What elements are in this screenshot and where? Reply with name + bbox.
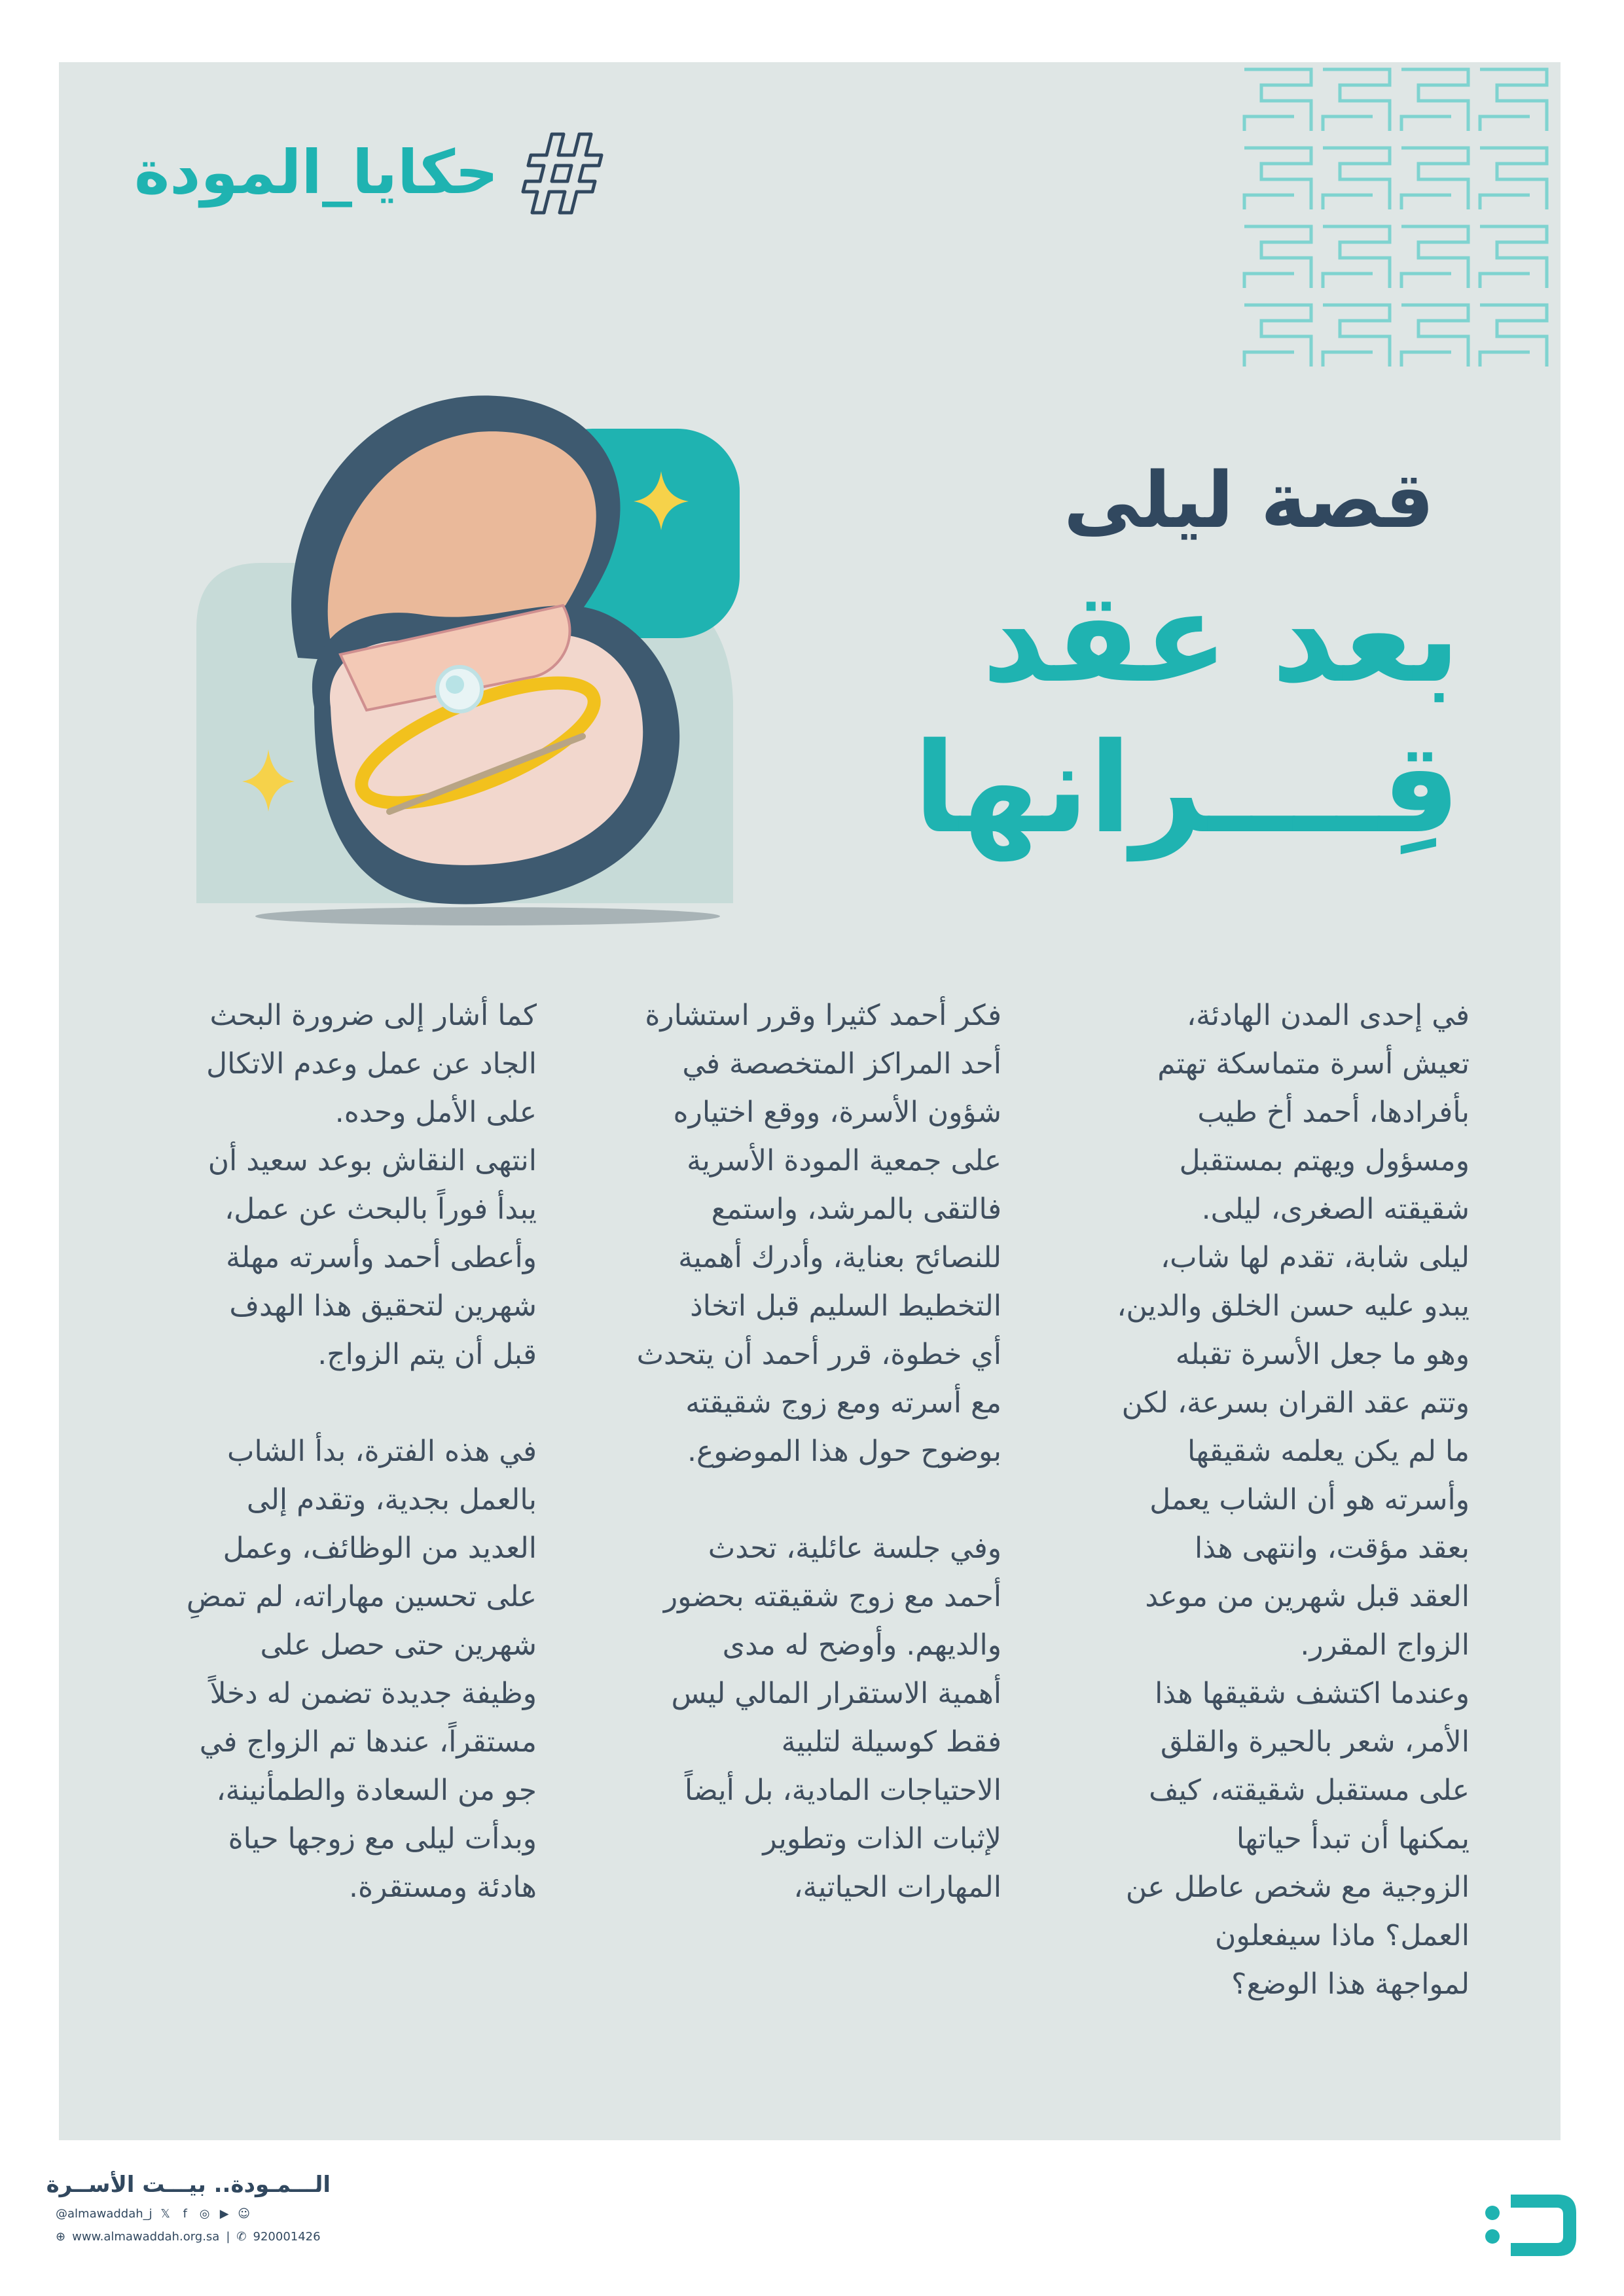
story-column-1 <box>1070 992 1470 2009</box>
handle-text: @almawaddah_j <box>56 2207 153 2221</box>
story-title-line2: قِــــرانها <box>913 716 1460 861</box>
story-column-3 <box>137 992 537 1912</box>
instagram-icon[interactable]: ◎ <box>199 2206 210 2221</box>
story-column-2 <box>602 992 1001 1912</box>
hashtag-text: حكايا_المودة <box>134 137 499 207</box>
paragraph: فكر أحمد كثيرا وقرر استشارة أحد المراكز المتخصصة في شؤون الأسرة، ووقع اختياره على جمعية المودة الأسرية فالتقى بالمرشد، واستمع للنصائح بعناية، وأدرك أهمية التخطيط السليم قبل اتخاذ أي خطوة، قرر أحمد أن يتحدث مع أسرته ومع زوج شقيقته بوضوح حول هذا الموضوع. <box>636 999 1001 1468</box>
divider: | <box>226 2230 230 2244</box>
paragraph: وفي جلسة عائلية، تحدث أحمد مع زوج شقيقته بحضور والديهم. وأوضح له مدى أهمية الاستقرار المالي ليس فقط كوسيلة لتلبية الاحتياجات المادية، بل أيضاً لإثبات الذات وتطوير المهارات الحياتية، <box>663 1532 1001 1904</box>
x-icon[interactable]: 𝕏 <box>160 2206 170 2221</box>
paragraph: ليلى شابة، تقدم لها شاب، يبدو عليه حسن الخلق والدين، وهو ما جعل الأسرة تقبله وتتم عقد القران بسرعة، لكن ما لم يكن يعلمه شقيقها وأسرته هو أن الشاب يعمل بعقد مؤقت، وانتهى هذا العقد قبل شهرين من موعد الزواج المقرر. <box>1117 1241 1470 1662</box>
almawaddah-logo <box>1473 2183 1584 2268</box>
brand-name: الـــمـودة.. بيـــت الأســرة <box>46 2172 331 2198</box>
phone-icon: ✆ <box>236 2230 247 2244</box>
hash-icon <box>518 126 609 218</box>
hashtag-banner <box>134 123 605 221</box>
footer-brand <box>46 2172 331 2244</box>
facebook-icon[interactable]: f <box>183 2206 187 2221</box>
paragraph-spacer <box>602 1476 1001 1524</box>
paragraph: وعندما اكتشف شقيقها هذا الأمر، شعر بالحيرة والقلق على مستقبل شقيقته، كيف يمكنها أن تبدأ حياتها الزوجية مع شخص عاطل عن العمل؟ ماذا سيفعلون لمواجهة هذا الوضع؟ <box>1125 1677 1470 2001</box>
paragraph: كما أشار إلى ضرورة البحث الجاد عن عمل وعدم الاتكال على الأمل وحده. <box>206 999 537 1129</box>
youtube-icon[interactable]: ▶ <box>219 2206 229 2221</box>
snapchat-icon[interactable]: ☺ <box>238 2206 251 2221</box>
decorative-pattern <box>1240 65 1561 380</box>
story-title-line1: بعد عقد <box>982 565 1460 710</box>
paragraph: في إحدى المدن الهادئة، تعيش أسرة متماسكة تهتم بأفرادها، أحمد أخ طيب ومسؤول ويهتم بمستقبل شقيقته الصغرى، ليلى. <box>1157 999 1470 1226</box>
story-title-small: قصة ليلى <box>1063 455 1434 545</box>
ring-box-illustration <box>190 367 779 929</box>
globe-icon: ⊕ <box>56 2230 66 2244</box>
website-text[interactable]: www.almawaddah.org.sa <box>72 2230 220 2244</box>
social-row <box>56 2207 331 2221</box>
contact-row <box>56 2230 331 2244</box>
paragraph: في هذه الفترة، بدأ الشاب بالعمل بجدية، وتقدم إلى العديد من الوظائف، وعمل على تحسين مهاراته، لم تمضِ شهرين حتى حصل على وظيفة جديدة تضمن له دخلاً مستقراً، عندها تم الزواج في جو من السعادة والطمأنينة، وبدأت ليلى مع زوجها حياة هادئة ومستقرة. <box>186 1435 537 1904</box>
paragraph-spacer <box>137 1379 537 1427</box>
paragraph: انتهى النقاش بوعد سعيد أن يبدأ فوراً بالبحث عن عمل، وأعطى أحمد وأسرته مهلة شهرين لتحقيق هذا الهدف قبل أن يتم الزواج. <box>208 1144 537 1371</box>
phone-text[interactable]: 920001426 <box>253 2230 321 2244</box>
